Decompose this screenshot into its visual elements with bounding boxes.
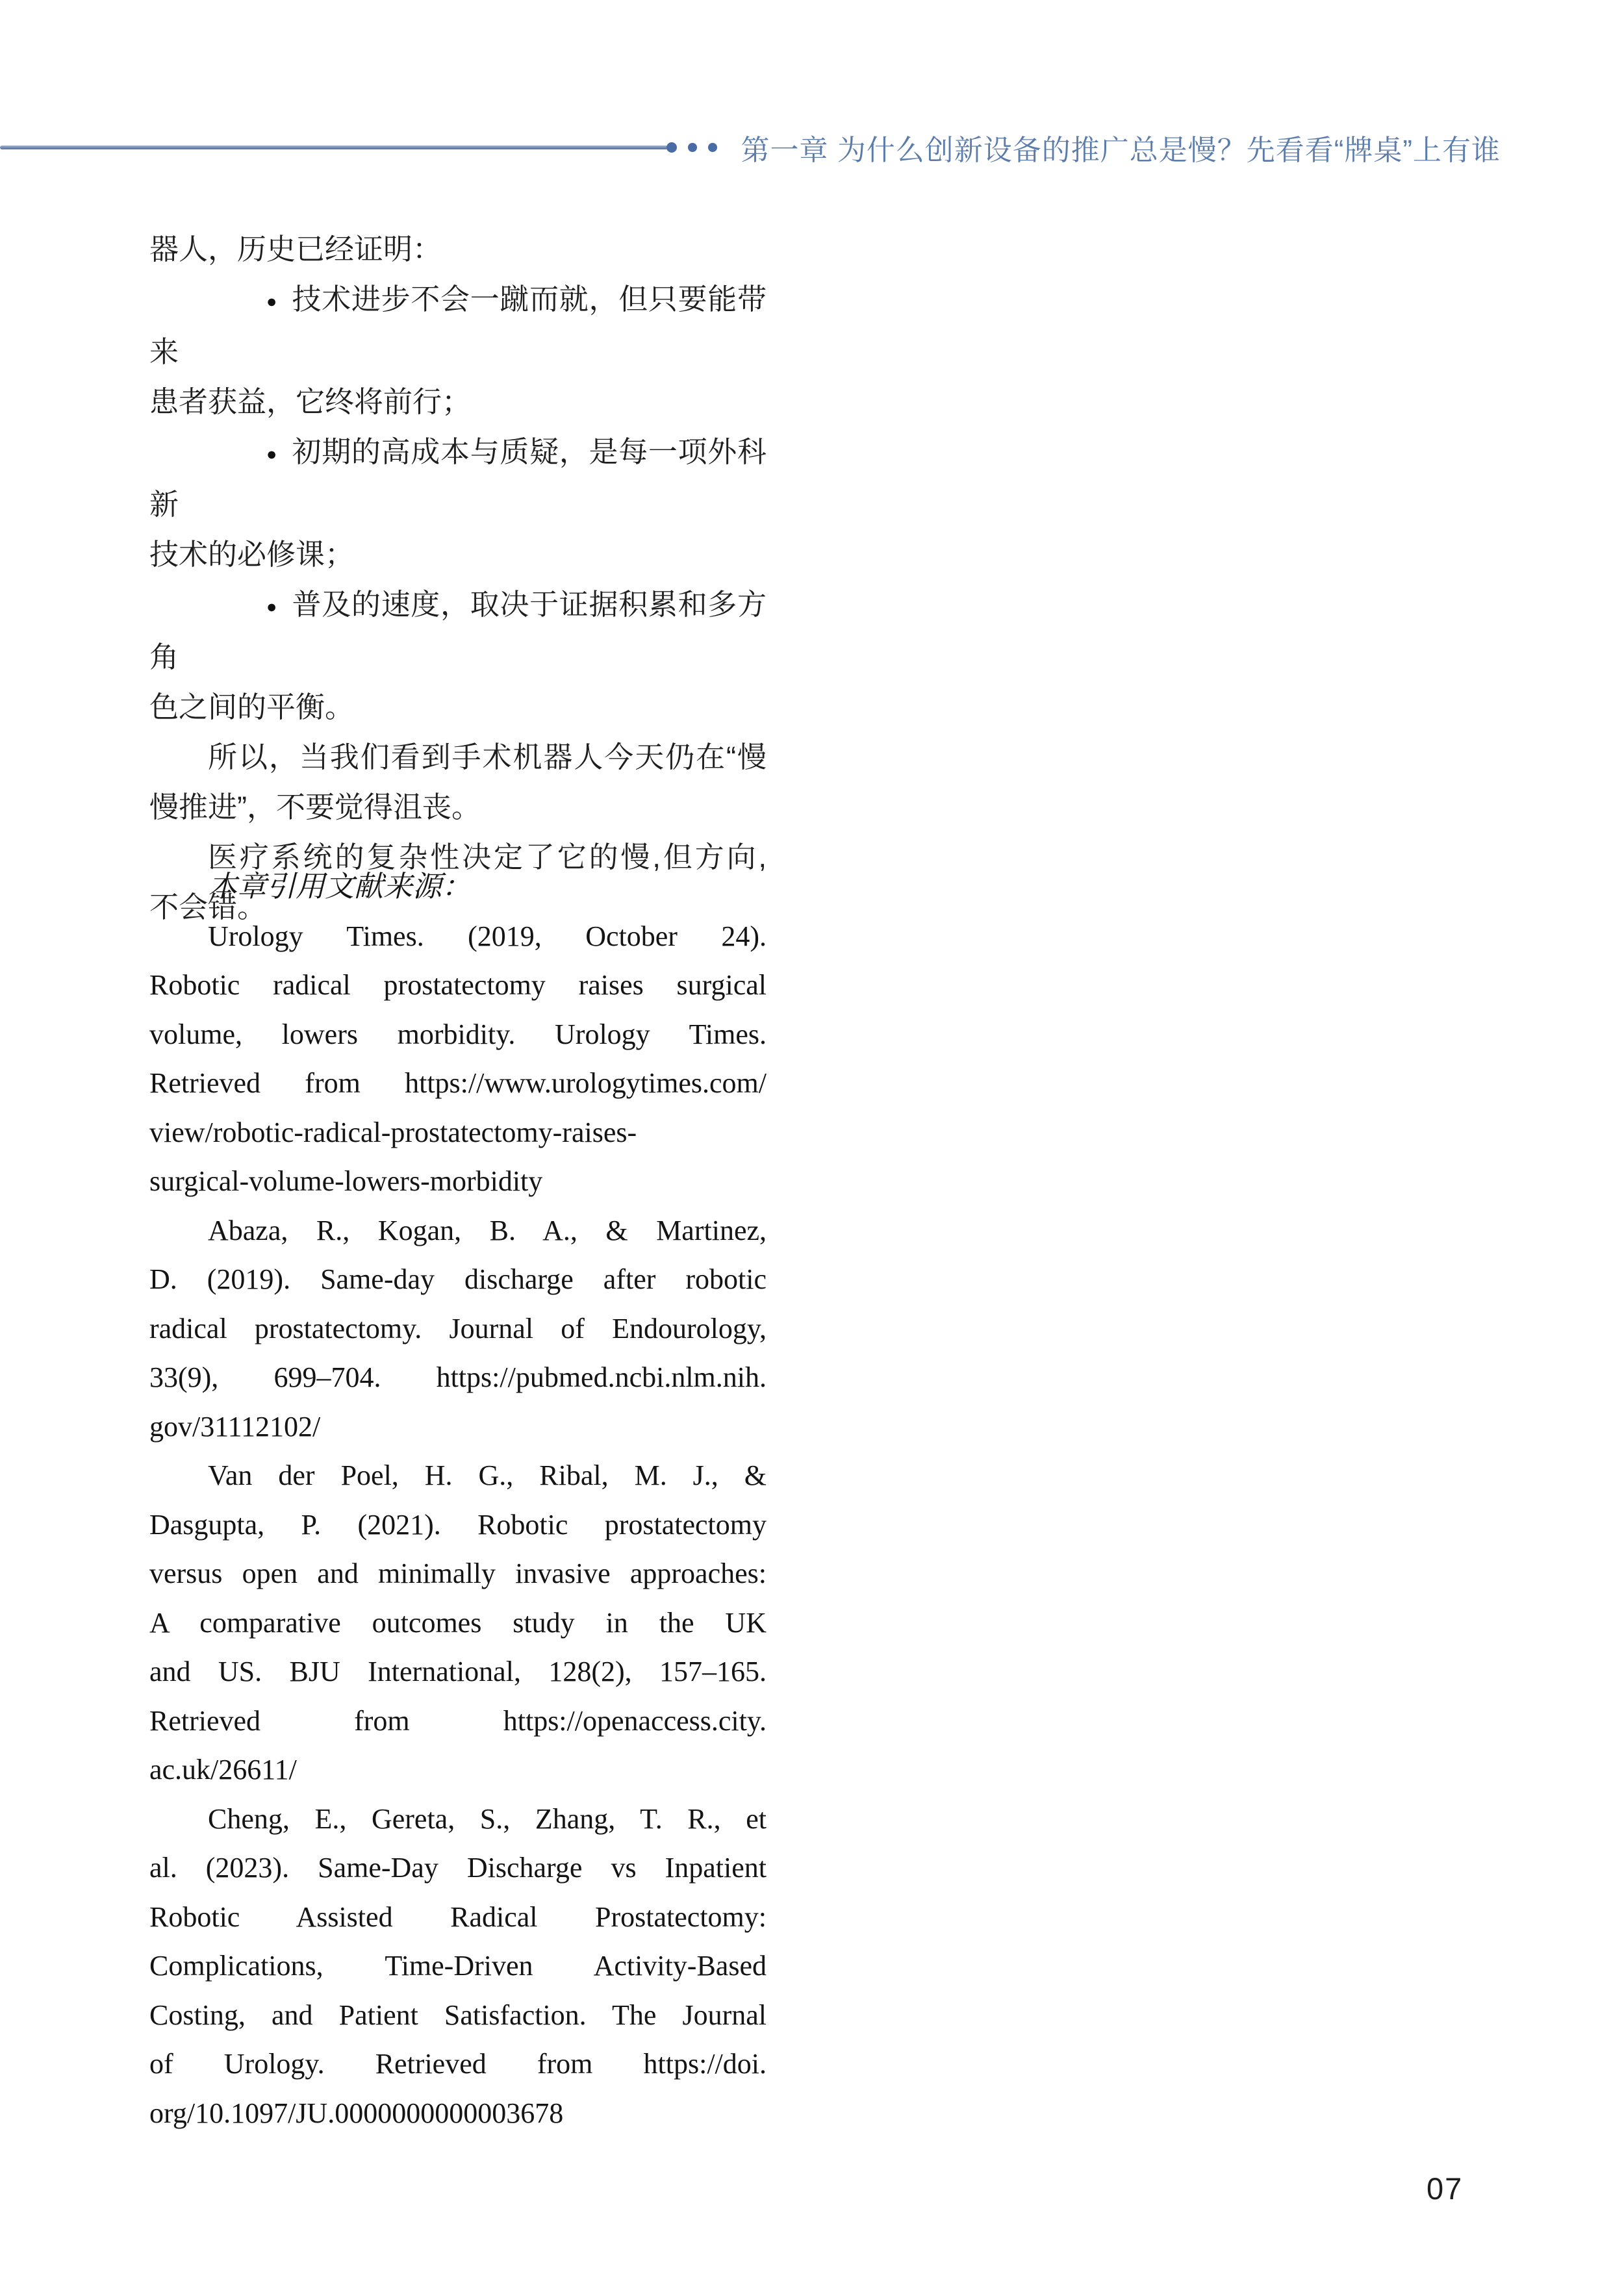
bullet-icon: ● bbox=[266, 444, 277, 464]
reference-line: Dasgupta, P. (2021). Robotic prostatectomy bbox=[149, 1508, 767, 1541]
reference-line: volume, lowers morbidity. Urology Times. bbox=[149, 1018, 767, 1050]
header-dot-icon bbox=[666, 142, 677, 153]
header-dot-icon bbox=[688, 143, 697, 152]
body-line: 患者获益，它终将前行； bbox=[149, 385, 472, 418]
body-line: ● 技术进步不会一蹴而就，但只要能带来 bbox=[149, 274, 767, 377]
reference-line: of Urology. Retrieved from https://doi. bbox=[149, 2048, 767, 2080]
bullet-icon: ● bbox=[266, 597, 277, 616]
reference-line: Retrieved from https://www.urologytimes.com/ bbox=[149, 1067, 767, 1099]
reference-line: radical prostatectomy. Journal of Endourology, bbox=[149, 1312, 767, 1344]
reference-line: versus open and minimally invasive approaches: bbox=[149, 1558, 767, 1589]
reference-line: al. (2023). Same-Day Discharge vs Inpatient bbox=[149, 1852, 767, 1884]
reference-line: 本章引用文献来源： bbox=[208, 870, 472, 903]
body-line: 医疗系统的复杂性决定了它的慢,但方向, bbox=[208, 840, 767, 874]
reference-line: Complications, Time-Driven Activity-Based bbox=[149, 1950, 767, 1982]
reference-line: 33(9), 699–704. https://pubmed.ncbi.nlm.nih. bbox=[149, 1361, 767, 1393]
reference-line: Costing, and Patient Satisfaction. The Journal bbox=[149, 1999, 767, 2031]
reference-line: surgical-volume-lowers-morbidity bbox=[149, 1165, 543, 1197]
reference-line: Cheng, E., Gereta, S., Zhang, T. R., et bbox=[208, 1802, 767, 1835]
page-number: 07 bbox=[1427, 2171, 1464, 2206]
header-dot-icon bbox=[708, 143, 717, 152]
reference-line: Robotic Assisted Radical Prostatectomy: bbox=[149, 1900, 767, 1933]
reference-line: ac.uk/26611/ bbox=[149, 1754, 297, 1785]
reference-line: Retrieved from https://openaccess.city. bbox=[149, 1704, 767, 1737]
body-line: 色之间的平衡。 bbox=[149, 690, 355, 724]
chapter-title: 第一章 为什么创新设备的推广总是慢？先看看“牌桌”上有谁 bbox=[741, 134, 1501, 166]
reference-line: gov/31112102/ bbox=[149, 1410, 321, 1443]
reference-line: D. (2019). Same-day discharge after robotic bbox=[149, 1263, 767, 1295]
reference-line: org/10.1097/JU.0000000000003678 bbox=[149, 2097, 564, 2129]
bullet-icon: ● bbox=[266, 292, 277, 311]
reference-line: A comparative outcomes study in the UK bbox=[149, 1606, 767, 1639]
reference-line: and US. BJU International, 128(2), 157–165. bbox=[149, 1656, 767, 1687]
body-line: 器人，历史已经证明： bbox=[149, 233, 442, 266]
references bbox=[149, 863, 767, 2138]
body-line: 不会错。 bbox=[149, 890, 267, 924]
reference-line: Urology Times. (2019, October 24). bbox=[208, 920, 767, 952]
header-rule bbox=[0, 145, 668, 149]
body-line: 所以，当我们看到手术机器人今天仍在“慢 bbox=[208, 740, 767, 774]
reference-line: Robotic radical prostatectomy raises surgical bbox=[149, 969, 767, 1001]
body-line: 技术的必修课； bbox=[149, 538, 355, 571]
reference-line: view/robotic-radical-prostatectomy-raises- bbox=[149, 1116, 637, 1148]
reference-line: Van der Poel, H. G., Ribal, M. J., & bbox=[208, 1459, 767, 1491]
body-line: 慢推进”，不要觉得沮丧。 bbox=[149, 790, 481, 824]
reference-line: Abaza, R., Kogan, B. A., & Martinez, bbox=[208, 1214, 767, 1246]
body-text bbox=[149, 224, 767, 932]
body-line: ● 普及的速度，取决于证据积累和多方角 bbox=[149, 579, 767, 682]
chapter-header bbox=[0, 131, 1501, 164]
body-line: ● 初期的高成本与质疑，是每一项外科新 bbox=[149, 427, 767, 529]
